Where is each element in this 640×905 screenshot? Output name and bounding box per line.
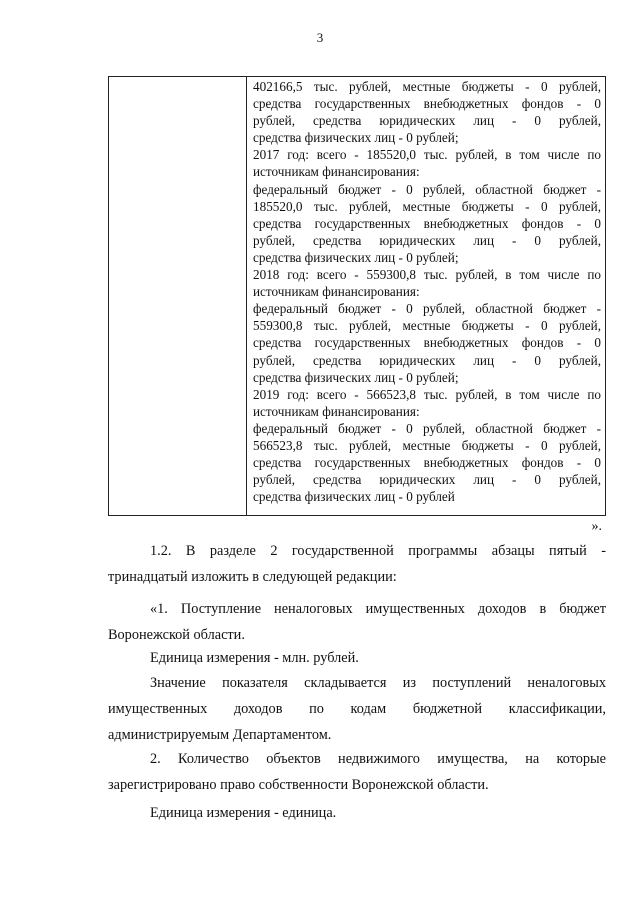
table-cell-line: средства государственных внебюджетных фондов - 0	[253, 215, 601, 231]
table-cell-line: источникам финансирования:	[253, 403, 420, 419]
paragraph-line: зарегистрировано право собственности Воронежской области.	[108, 777, 489, 793]
table-cell-line: средства государственных внебюджетных фондов - 0	[253, 96, 601, 112]
paragraph-indicator	[108, 670, 606, 748]
paragraph-1-2	[108, 538, 606, 590]
paragraph-line: тринадцатый изложить в следующей редакции:	[108, 569, 397, 585]
paragraph-item-2	[108, 746, 606, 798]
paragraph-line: администрируемым Департаментом.	[108, 727, 332, 743]
paragraph-line: Значение показателя складывается из поступлений неналоговых	[150, 675, 606, 691]
paragraph-line: 2. Количество объектов недвижимого имущества, на которые	[150, 751, 606, 767]
table-cell-line: 559300,8 тыс. рублей, местные бюджеты - 0 рублей,	[253, 318, 601, 334]
paragraph-unit-2	[108, 800, 606, 826]
table-cell-line: 2017 год: всего - 185520,0 тыс. рублей, в том числе по	[253, 147, 601, 163]
page-number: 3	[316, 30, 324, 45]
table-cell-line: федеральный бюджет - 0 рублей, областной бюджет -	[253, 420, 601, 436]
paragraph-item-1	[108, 596, 606, 648]
table-cell-line: источникам финансирования:	[253, 164, 420, 180]
table-cell-line: рублей, средства юридических лиц - 0 рублей,	[253, 113, 601, 129]
table-cell-line: средства физических лиц - 0 рублей;	[253, 369, 459, 385]
closing-quote: ».	[591, 519, 602, 534]
paragraph-line: Воронежской области.	[108, 627, 245, 643]
paragraph-line: Единица измерения - млн. рублей.	[150, 650, 359, 666]
table-cell-line: источникам финансирования:	[253, 284, 420, 300]
paragraph-line: 1.2. В разделе 2 государственной программы абзацы пятый -	[150, 543, 606, 559]
table-left-cell	[109, 77, 247, 515]
paragraph-line: «1. Поступление неналоговых имущественных доходов в бюджет	[150, 601, 606, 617]
table-cell-line: средства физических лиц - 0 рублей	[253, 489, 455, 505]
funding-table	[108, 76, 606, 516]
table-cell-line: федеральный бюджет - 0 рублей, областной бюджет -	[253, 181, 601, 197]
table-cell-line: 2018 год: всего - 559300,8 тыс. рублей, в том числе по	[253, 267, 601, 283]
table-cell-line: 185520,0 тыс. рублей, местные бюджеты - 0 рублей,	[253, 198, 601, 214]
paragraph-unit-1	[108, 645, 606, 671]
table-cell-line: рублей, средства юридических лиц - 0 рублей,	[253, 472, 601, 488]
table-cell-line: федеральный бюджет - 0 рублей, областной бюджет -	[253, 301, 601, 317]
table-cell-line: средства физических лиц - 0 рублей;	[253, 130, 459, 146]
table-cell-line: рублей, средства юридических лиц - 0 рублей,	[253, 232, 601, 248]
paragraph-line: Единица измерения - единица.	[150, 805, 337, 821]
table-cell-line: средства государственных внебюджетных фондов - 0	[253, 335, 601, 351]
table-cell-line: средства государственных внебюджетных фондов - 0	[253, 455, 601, 471]
table-right-cell	[247, 77, 605, 515]
table-cell-line: средства физических лиц - 0 рублей;	[253, 249, 459, 265]
table-cell-line: 402166,5 тыс. рублей, местные бюджеты - 0 рублей,	[253, 79, 601, 94]
table-cell-line: 2019 год: всего - 566523,8 тыс. рублей, в том числе по	[253, 386, 601, 402]
table-cell-line: рублей, средства юридических лиц - 0 рублей,	[253, 352, 601, 368]
table-cell-line: 566523,8 тыс. рублей, местные бюджеты - 0 рублей,	[253, 437, 601, 453]
paragraph-line: имущественных доходов по кодам бюджетной классификации,	[108, 701, 606, 717]
